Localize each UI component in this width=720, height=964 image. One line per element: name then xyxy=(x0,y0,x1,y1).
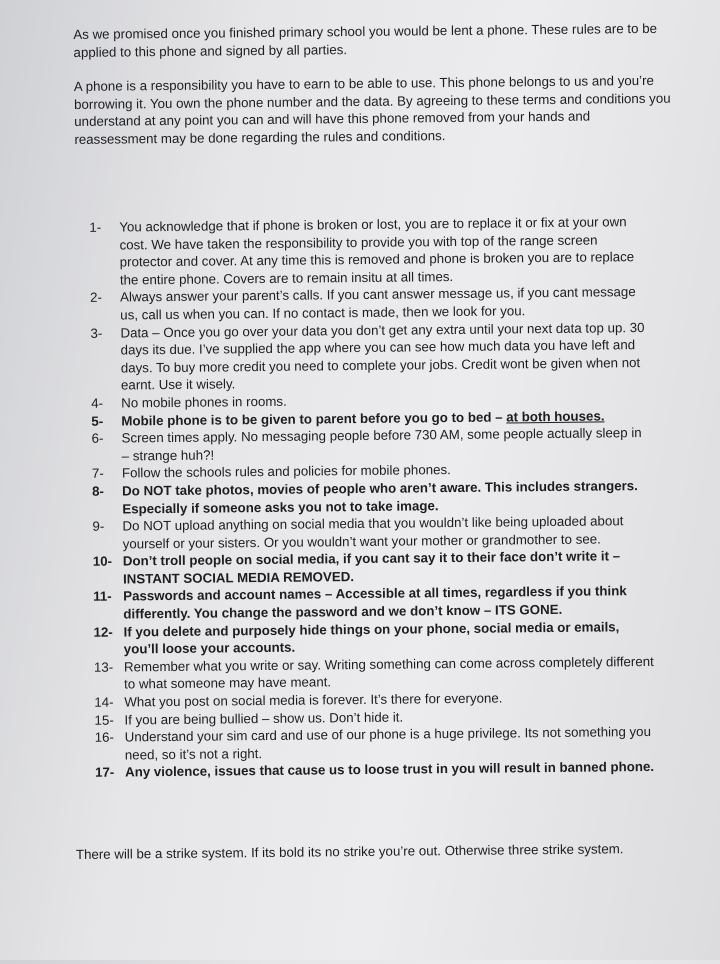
rule-item xyxy=(94,653,654,694)
intro-section xyxy=(73,20,674,149)
rule-number: 15- xyxy=(94,712,114,728)
rule-item xyxy=(89,213,650,289)
rule-number: 6- xyxy=(91,430,104,446)
rule-item xyxy=(93,547,653,588)
rule-number: 14- xyxy=(94,694,114,710)
rule-text: Don’t troll people on social media, if you cant say it to their face don’t write it – INSTANT SOCIAL MEDIA REMOVED. xyxy=(122,548,621,587)
rule-number: 17- xyxy=(94,764,115,781)
rule-item xyxy=(90,283,650,324)
rule-text: Remember what you write or say. Writing something can come across completely different to what someone may have meant. xyxy=(123,653,654,692)
intro-paragraph-1: As we promised once you finished primary school you would be lent a phone. These rules are to be applied to this phone and signed by all parties. xyxy=(73,20,658,60)
rule-text: No mobile phones in rooms. xyxy=(121,393,287,411)
rule-number: 3- xyxy=(90,325,103,341)
rule-text: If you are being bullied – show us. Don’t hide it. xyxy=(124,709,404,728)
rule-number: 16- xyxy=(94,729,114,746)
rule-number: 5- xyxy=(91,413,104,429)
rule-number: 7- xyxy=(91,465,104,482)
rule-text: Data – Once you go over your data you don’t get any extra until your next data top up. 30 days its due. I’ve supplied the app where you can see how much data you have left and days. To buy more credit you need to complete your jobs. Credit wont be given when not earnt. Use it wisely. xyxy=(120,319,645,393)
rule-text: You acknowledge that if phone is broken or lost, you are to replace it or fix at your own cost. We have taken the responsibility to provide you with top of the range screen protector and cover. At any time this is removed and phone is broken you are to replace the entire phone. Covers are to remain insitu at all times. xyxy=(119,214,635,288)
rule-number: 12- xyxy=(93,624,113,640)
rule-item xyxy=(90,319,651,395)
rule-number: 1- xyxy=(89,219,102,235)
rule-text: Mobile phone is to be given to parent before you go to bed – xyxy=(121,408,507,429)
rule-text: If you delete and purposely hide things on your phone, social media or emails, you’ll loose your accounts. xyxy=(123,618,620,657)
rule-number: 4- xyxy=(91,395,104,411)
rule-text-underlined: at both houses. xyxy=(506,407,605,424)
rule-number: 10- xyxy=(92,553,113,570)
rule-number: 2- xyxy=(89,290,102,306)
rules-list xyxy=(89,213,655,782)
rule-text: Do NOT take photos, movies of people who aren’t aware. This includes strangers. Especially if someone asks you not to take image. xyxy=(122,477,638,516)
rule-text: Understand your sim card and use of our phone is a huge privilege. Its not something you need, so it’s not a right. xyxy=(124,724,652,763)
rule-item xyxy=(92,477,652,518)
rule-text: What you post on social media is forever. It’s there for everyone. xyxy=(124,690,503,710)
intro-paragraph-2: A phone is a responsibility you have to earn to be able to use. This phone belongs to us and you’re borrowing it. You own the phone number and the data. By agreeing to these terms and conditions you understand at any point you can and will have this phone removed from your hands and reassessment may be done regarding the rules and conditions. xyxy=(73,73,671,147)
rule-number: 9- xyxy=(92,518,105,534)
rule-text: Follow the schools rules and policies for mobile phones. xyxy=(121,462,451,481)
rule-text: Any violence, issues that cause us to loose trust in you will result in banned phone. xyxy=(124,759,655,780)
strike-system-note: There will be a strike system. If its bold its no strike you’re out. Otherwise three strike system. xyxy=(75,841,624,862)
rule-text: Always answer your parent’s calls. If you cant answer message us, if you cant message us, call us when you can. If no contact is made, then we look for you. xyxy=(119,284,636,323)
rule-item xyxy=(95,723,655,764)
rule-text: Screen times apply. No messaging people before 730 AM, some people actually sleep in – strange huh?! xyxy=(121,425,642,464)
rule-item xyxy=(93,582,653,623)
rule-text: Passwords and account names – Accessible at all times, regardless if you think differently. You change the password and we don’t know – ITS GONE. xyxy=(123,583,627,622)
rule-item xyxy=(92,512,652,553)
rule-item xyxy=(93,618,653,659)
rule-text: Do NOT upload anything on social media that you wouldn’t like being uploaded about yourself or your sisters. Or you wouldn’t want your mother or grandmother to see. xyxy=(122,513,624,552)
rule-number: 8- xyxy=(92,483,105,499)
rule-item xyxy=(91,424,651,465)
rule-number: 11- xyxy=(93,589,112,605)
rule-number: 13- xyxy=(93,659,114,675)
